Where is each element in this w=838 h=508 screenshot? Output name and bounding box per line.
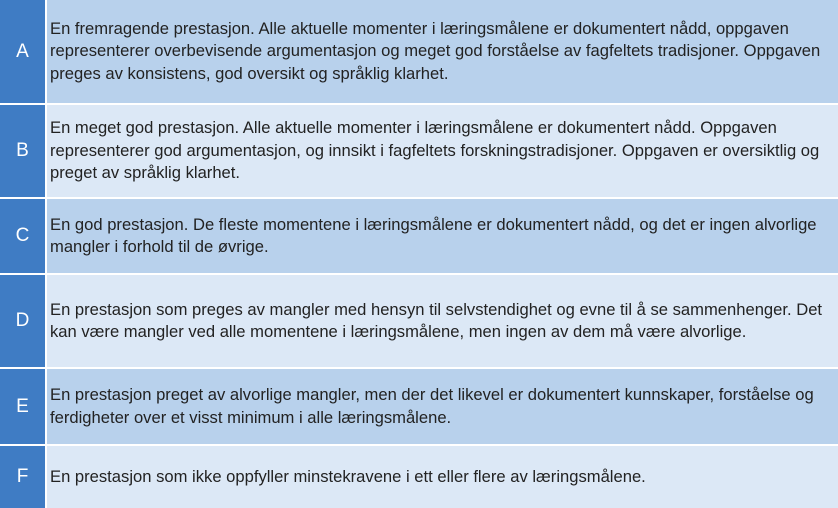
- grade-letter: A: [0, 0, 47, 103]
- grade-letter: F: [0, 446, 47, 508]
- grade-letter: B: [0, 105, 47, 197]
- grade-description: [47, 105, 838, 197]
- grade-letter: C: [0, 199, 47, 273]
- grade-row-f: [0, 446, 838, 508]
- grade-description: [47, 369, 838, 444]
- grade-letter: D: [0, 275, 47, 367]
- grade-description: [47, 0, 838, 103]
- grade-row-e: [0, 369, 838, 446]
- grade-row-a: [0, 0, 838, 105]
- grade-description-text: En god prestasjon. De fleste momentene i læringsmålene er dokumentert nådd, og det er ingen alvorlige mangler i forhold til de øvrige.: [50, 214, 817, 256]
- grade-letter: E: [0, 369, 47, 444]
- grade-row-c: [0, 199, 838, 275]
- grade-description-text: En prestasjon som preges av mangler med hensyn til selvstendighet og evne til å se sammenhenger. Det kan være mangler ved alle momentene i læringsmålene, men ingen av dem må være alvorlige.: [50, 299, 823, 341]
- grade-description-text: En fremragende prestasjon. Alle aktuelle momenter i læringsmålene er dokumentert nådd, oppgaven representerer overbevisende argumentasjon og meget god forståelse av fagfeltets tradisjoner. Oppgaven preges av konsistens, god oversikt og språklig klarhet.: [50, 18, 821, 83]
- grade-description: [47, 199, 838, 273]
- grade-description: [47, 275, 838, 367]
- grade-row-d: [0, 275, 838, 369]
- grade-description-text: En prestasjon som ikke oppfyller minstekravene i ett eller flere av læringsmålene.: [50, 466, 646, 486]
- grade-description-text: En meget god prestasjon. Alle aktuelle momenter i læringsmålene er dokumentert nådd. Oppgaven representerer god argumentasjon, og innsikt i fagfeltets forskningstradisjoner. Oppgaven er oversiktlig og preget av språklig klarhet.: [50, 118, 820, 183]
- grade-row-b: [0, 105, 838, 199]
- grade-description-text: En prestasjon preget av alvorlige mangler, men der det likevel er dokumentert kunnskaper, forståelse og ferdigheter over et visst minimum i alle læringsmålene.: [50, 385, 814, 427]
- grade-description: [47, 446, 838, 508]
